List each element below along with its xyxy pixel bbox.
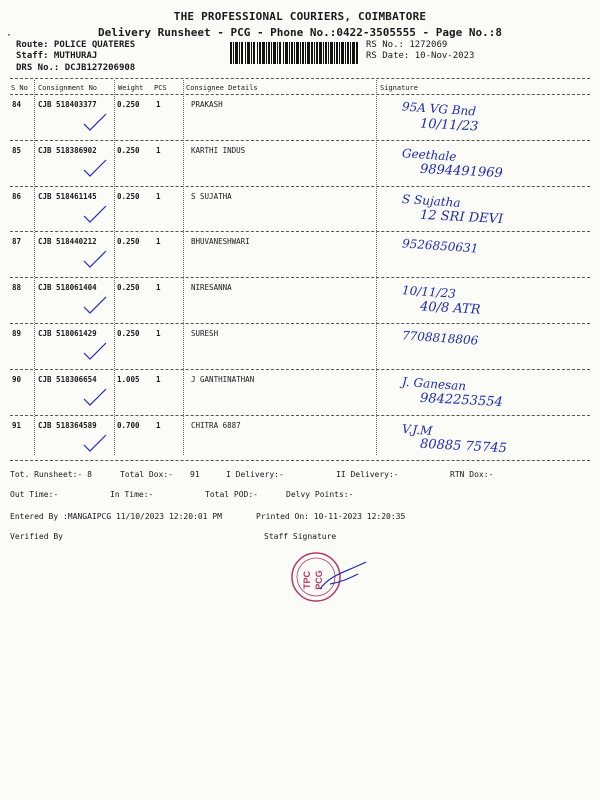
row-divider <box>10 186 590 187</box>
total-pod: Total POD:- <box>205 490 258 499</box>
row-consignment: CJB 518364589 <box>38 420 97 430</box>
row-divider <box>10 140 590 141</box>
tpc-stamp <box>286 544 376 610</box>
stamp-signature-scribble <box>320 562 366 589</box>
handwritten-note: 12 SRI DEVI <box>419 207 504 227</box>
col-header-weight: Weight <box>118 84 144 92</box>
row-consignee: NIRESANNA <box>191 283 232 293</box>
col-header-pcs: PCS <box>154 84 167 92</box>
drs-number: DRS No.: DCJB127206908 <box>16 63 136 73</box>
tick-mark <box>80 112 110 134</box>
printed-on: Printed On: 10-11-2023 12:20:35 <box>256 512 406 521</box>
handwritten-signature: Geethale <box>401 145 457 164</box>
row-sno: 87 <box>12 237 22 247</box>
handwritten-note: 9894491969 <box>419 161 504 181</box>
row-pcs: 1 <box>156 420 161 430</box>
row-divider <box>10 231 590 232</box>
row-weight: 0.700 <box>117 420 140 430</box>
row-weight: 0.250 <box>117 145 140 155</box>
row-pcs: 1 <box>156 329 161 338</box>
handwritten-signature: S Sujatha <box>401 191 461 210</box>
col-divider <box>376 80 377 455</box>
handwritten-signature: 95A VG Bnd <box>401 99 477 119</box>
col-divider <box>114 80 115 455</box>
row-consignment: CJB 518061429 <box>38 329 97 338</box>
row-consignee: CHITRA 6887 <box>191 420 241 430</box>
tick-mark <box>80 433 110 455</box>
col-header-consignee: Consignee Details <box>186 84 258 92</box>
row-weight: 0.250 <box>117 191 140 201</box>
tick-mark <box>80 249 110 271</box>
row-consignment: CJB 518306654 <box>38 374 97 384</box>
row-divider <box>10 460 590 461</box>
row-consignment: CJB 518440212 <box>38 237 97 247</box>
row-pcs: 1 <box>156 374 161 384</box>
stamp-text-1: TPC <box>302 571 312 589</box>
handwritten-note: 9842253554 <box>419 390 504 410</box>
row-consignment: CJB 518386902 <box>38 145 97 155</box>
row-sno: 84 <box>12 100 22 109</box>
row-consignment: CJB 518061404 <box>38 283 97 293</box>
rtn-dox: RTN Dox:- <box>450 470 494 479</box>
row-weight: 0.250 <box>117 329 140 338</box>
row-consignee: BHUVANESHWARI <box>191 237 250 247</box>
row-divider <box>10 369 590 370</box>
handwritten-note: 10/11/23 <box>419 116 479 135</box>
col-header-consignment: Consignment No <box>38 84 98 92</box>
handwritten-note: 40/8 ATR <box>419 299 481 318</box>
tick-mark <box>80 204 110 226</box>
tick-mark <box>80 158 110 180</box>
row-pcs: 1 <box>156 283 161 293</box>
tot-runsheet: Tot. Runsheet:- 8 <box>10 470 92 479</box>
corner-dot: · <box>6 30 13 41</box>
ii-delivery: II Delivery:- <box>336 470 399 479</box>
handwritten-signature: J. Ganesan <box>401 374 467 394</box>
handwritten-signature: V.J.M <box>401 421 433 438</box>
handwritten-signature: 9526850631 <box>401 236 479 257</box>
tick-mark <box>80 295 110 317</box>
rs-number: RS No.: 1272069 <box>366 40 448 50</box>
row-pcs: 1 <box>156 100 161 109</box>
total-dox-label: Total Dox:- <box>120 470 173 479</box>
route-label: Route: POLICE QUATERES <box>16 40 136 50</box>
row-weight: 0.250 <box>117 100 140 109</box>
row-divider <box>10 415 590 416</box>
tick-mark <box>80 387 110 409</box>
out-time: Out Time:- <box>10 490 59 499</box>
verified-by: Verified By <box>10 532 63 541</box>
row-weight: 0.250 <box>117 283 140 293</box>
col-divider <box>34 80 35 455</box>
row-sno: 90 <box>12 374 22 384</box>
rs-date: RS Date: 10-Nov-2023 <box>366 51 475 61</box>
row-sno: 88 <box>12 283 22 293</box>
row-consignee: S SUJATHA <box>191 191 232 201</box>
staff-signature-label: Staff Signature <box>264 532 337 541</box>
company-name: THE PROFESSIONAL COURIERS, COIMBATORE <box>173 10 427 23</box>
col-header-sno: S No <box>11 84 28 92</box>
row-pcs: 1 <box>156 191 161 201</box>
row-sno: 85 <box>12 145 22 155</box>
col-divider <box>183 80 184 455</box>
row-consignee: SURESH <box>191 329 219 338</box>
entered-by: Entered By :MANGAIPCG 11/10/2023 12:20:01 PM <box>10 512 222 521</box>
handwritten-signature: 7708818806 <box>401 328 479 348</box>
row-divider <box>10 323 590 324</box>
col-header-signature: Signature <box>380 84 418 92</box>
tick-mark <box>80 341 110 363</box>
row-weight: 0.250 <box>117 237 140 247</box>
runsheet-title: Delivery Runsheet - PCG - Phone No.:0422-3505555 - Page No.:8 <box>98 26 502 39</box>
row-sno: 91 <box>12 420 22 430</box>
row-consignment: CJB 518403377 <box>38 100 97 109</box>
delvy-points: Delvy Points:- <box>286 490 354 499</box>
row-consignment: CJB 518461145 <box>38 191 97 201</box>
row-consignee: KARTHI INDUS <box>191 145 246 155</box>
row-sno: 86 <box>12 191 22 201</box>
staff-label: Staff: MUTHURAJ <box>16 51 98 61</box>
stamp-text-2: PCG <box>314 570 324 590</box>
row-sno: 89 <box>12 329 22 338</box>
barcode <box>230 42 358 64</box>
handwritten-signature: 10/11/23 <box>401 283 457 302</box>
row-pcs: 1 <box>156 237 161 247</box>
row-weight: 1.005 <box>117 374 140 384</box>
row-divider <box>10 277 590 278</box>
row-consignee: J GANTHINATHAN <box>191 374 255 384</box>
handwritten-note: 80885 75745 <box>419 436 508 456</box>
row-pcs: 1 <box>156 145 161 155</box>
in-time: In Time:- <box>110 490 154 499</box>
total-dox-value: 91 <box>190 470 200 479</box>
i-delivery: I Delivery:- <box>226 470 284 479</box>
table-top-rule <box>10 78 590 79</box>
row-consignee: PRAKASH <box>191 100 223 109</box>
table-header-rule <box>10 94 590 95</box>
